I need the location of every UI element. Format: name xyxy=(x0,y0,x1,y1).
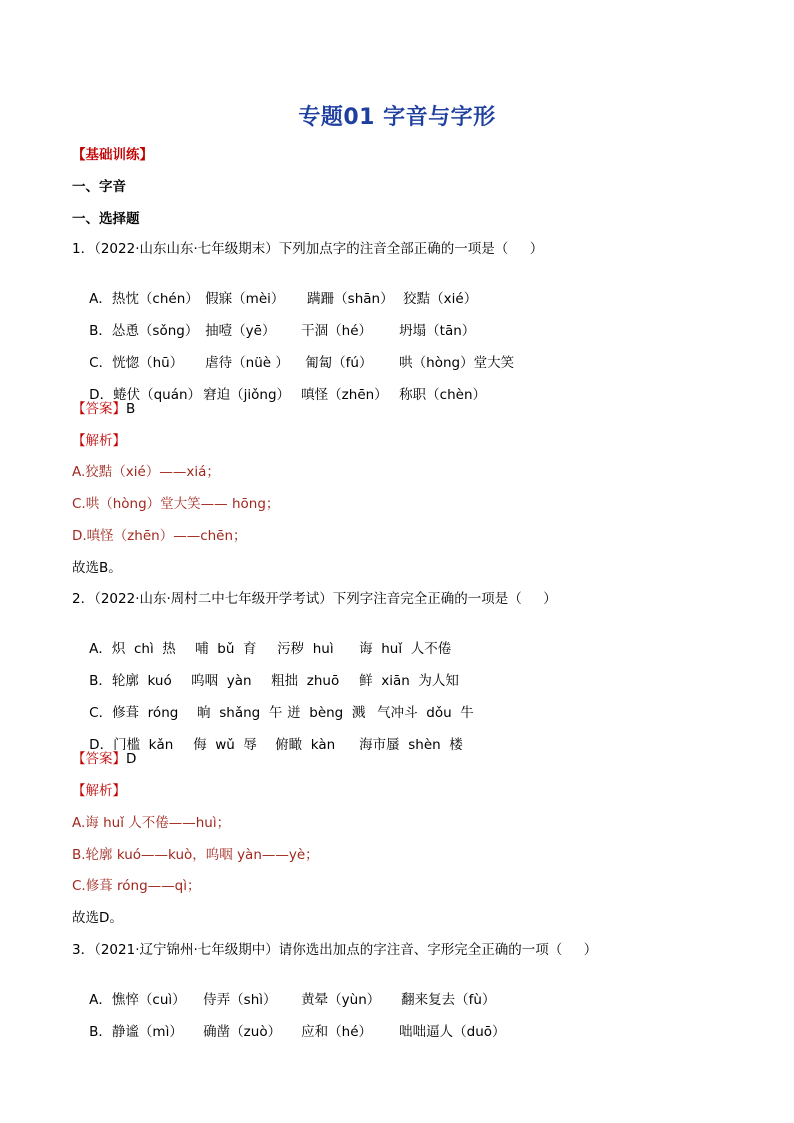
question-2-stem: 2．（2022·山东·周村二中七年级开学考试）下列字注音完全正确的一项是（ ） xyxy=(72,591,557,607)
q2-analysis-label: 【解析】 xyxy=(72,783,126,799)
option-part: 抽噎（yē） xyxy=(205,323,276,339)
q1-analysis-line: C.哄（hòng）堂大笑—— hōng； xyxy=(72,496,280,512)
option-part: 称职（chèn） xyxy=(399,387,487,403)
section-tag: 【基础训练】 xyxy=(72,147,153,163)
q1-answer xyxy=(72,400,135,418)
q2-answer xyxy=(72,750,136,768)
heading-pronunciation: 一、字音 xyxy=(72,179,126,195)
heading-multiple-choice: 一、选择题 xyxy=(72,211,140,227)
option-part: 窘迫（jiǒng） xyxy=(203,387,291,403)
option-part: 气冲斗 dǒu 牛 xyxy=(377,705,474,721)
option-part: 呜咽 yàn xyxy=(191,673,252,689)
q2-conclusion: 故选D。 xyxy=(72,910,123,926)
question-1-stem: 1．（2022·山东山东·七年级期末）下列加点字的注音全部正确的一项是（ ） xyxy=(72,241,544,257)
option-part: 翻来复去（fù） xyxy=(401,992,496,1008)
option-part: B．静谧（mì） xyxy=(89,1024,183,1040)
option-part: 黄晕（yùn） xyxy=(301,992,381,1008)
option-part: 狡黠（xié） xyxy=(403,291,478,307)
option-part: 海市蜃 shèn 楼 xyxy=(359,737,463,753)
option-part: 假寐（mèi） xyxy=(205,291,285,307)
answer-label: 【答案】 xyxy=(72,751,126,767)
option-part: 咄咄逼人（duō） xyxy=(399,1024,506,1040)
option-part: 粗拙 zhuō xyxy=(271,673,340,689)
q1-analysis-line: D.嗔怪（zhēn）——chēn； xyxy=(72,528,247,544)
option-part: 鲜 xiān 为人知 xyxy=(359,673,459,689)
option-part: C．恍惚（hū） xyxy=(89,355,184,371)
option-part: 嗔怪（zhēn） xyxy=(301,387,388,403)
option-part: D．门槛 kǎn xyxy=(89,737,174,753)
option-part: A．热忱（chén） xyxy=(89,291,199,307)
option-part: 哺 bǔ 育 xyxy=(195,641,257,657)
option-part: 哄（hòng）堂大笑 xyxy=(399,355,515,371)
q1-analysis-label: 【解析】 xyxy=(72,433,126,449)
q2-analysis-line: A.诲 huǐ 人不倦——huì； xyxy=(72,815,231,831)
option-part: 晌 shǎng 午 xyxy=(197,705,283,721)
option-part: 蹒跚（shān） xyxy=(307,291,394,307)
option-part: 干涸（hé） xyxy=(301,323,373,339)
q2-analysis-line: C.修葺 róng——qì； xyxy=(72,878,201,894)
q1-analysis-line: A.狡黠（xié）——xiá； xyxy=(72,464,220,480)
option-part: 迸 bèng 溅 xyxy=(287,705,366,721)
q3-option-b xyxy=(72,1005,506,1059)
option-part: D．蜷伏（quán） xyxy=(89,387,202,403)
answer-value: B xyxy=(126,401,136,417)
answer-value: D xyxy=(126,751,137,767)
option-part: B．轮廓 kuó xyxy=(89,673,172,689)
option-part: 侍弄（shì） xyxy=(203,992,277,1008)
question-3-stem: 3．（2021·辽宁锦州·七年级期中）请你选出加点的字注音、字形完全正确的一项（ ） xyxy=(72,942,598,958)
option-part: A．炽 chì 热 xyxy=(89,641,176,657)
option-part: 俯瞰 kàn xyxy=(275,737,336,753)
option-part: 诲 huǐ 人不倦 xyxy=(359,641,452,657)
option-part: 确凿（zuò） xyxy=(203,1024,282,1040)
option-part: B．怂恿（sǒng） xyxy=(89,323,199,339)
page-title: 专题01 字音与字形 xyxy=(298,105,496,130)
option-part: C．修葺 róng xyxy=(89,705,179,721)
option-part: 应和（hé） xyxy=(301,1024,373,1040)
option-part: 侮 wǔ 辱 xyxy=(193,737,257,753)
option-part: 坍塌（tān） xyxy=(399,323,476,339)
option-part: 虐待（nüè ） xyxy=(205,355,289,371)
q2-analysis-line: B.轮廓 kuó——kuò，呜咽 yàn——yè； xyxy=(72,847,319,863)
option-part: 污秽 huì xyxy=(277,641,334,657)
option-part: A．憔悴（cuì） xyxy=(89,992,186,1008)
option-part: 匍匐（fú） xyxy=(305,355,373,371)
answer-label: 【答案】 xyxy=(72,401,126,417)
q1-conclusion: 故选B。 xyxy=(72,560,122,576)
